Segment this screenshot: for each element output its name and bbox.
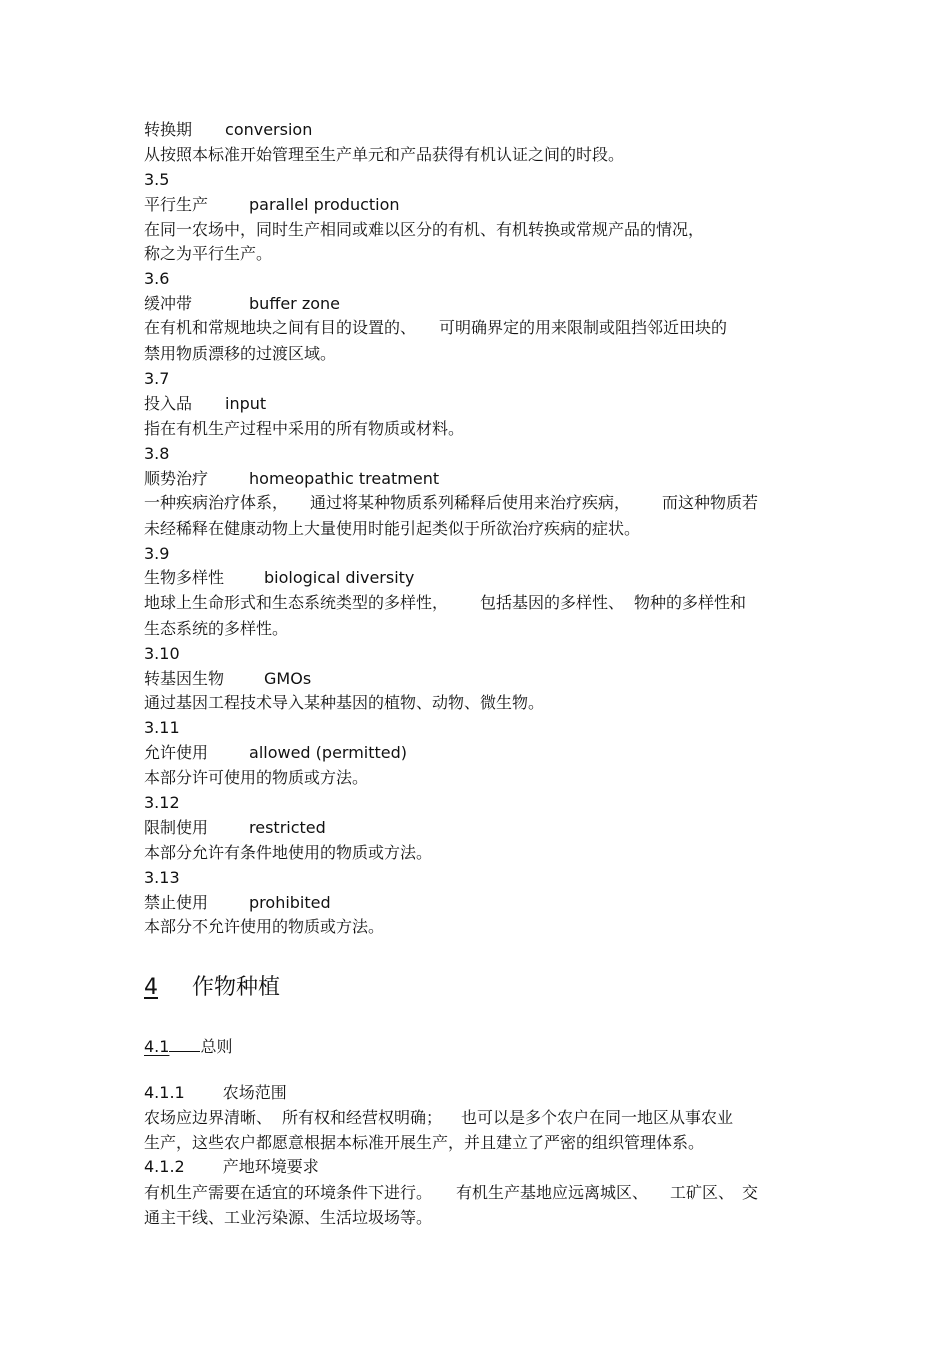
definition: 禁用物质漂移的过渡区域。 xyxy=(144,344,337,363)
term-english: biological diversity xyxy=(264,568,415,587)
section-title: 总则 xyxy=(200,1037,233,1056)
section-number: 3.6 xyxy=(144,269,170,288)
definition: 本部分许可使用的物质或方法。 xyxy=(144,768,369,787)
subsection-title: 产地环境要求 xyxy=(222,1157,319,1176)
definition: 指在有机生产过程中采用的所有物质或材料。 xyxy=(144,419,465,438)
paragraph-part: 农场应边界清晰、 xyxy=(144,1108,273,1127)
term-gmos xyxy=(144,669,311,689)
term-english: conversion xyxy=(225,120,313,139)
definition xyxy=(144,593,746,613)
term-english: GMOs xyxy=(264,669,312,688)
heading-rule xyxy=(169,1037,200,1052)
term-biological-diversity xyxy=(144,568,414,588)
term-english: homeopathic treatment xyxy=(249,469,440,488)
definition xyxy=(144,318,727,338)
paragraph-part: 工矿区、 xyxy=(670,1183,735,1202)
paragraph-part: 所有权和经营权明确； xyxy=(282,1108,443,1127)
term-chinese: 转换期 xyxy=(144,120,193,139)
section-number: 3.11 xyxy=(144,718,180,737)
term-english: prohibited xyxy=(249,893,331,912)
term-homeopathic-treatment xyxy=(144,469,439,489)
term-chinese: 生物多样性 xyxy=(144,568,225,587)
section-number: 3.7 xyxy=(144,369,170,388)
definition xyxy=(144,493,758,513)
paragraph-part: 交 xyxy=(742,1183,759,1202)
term-english: restricted xyxy=(249,818,326,837)
term-english: parallel production xyxy=(249,195,400,214)
definition: 通过基因工程技术导入某种基因的植物、动物、微生物。 xyxy=(144,693,545,712)
subsection-number: 4.1.2 xyxy=(144,1157,185,1176)
section-number: 3.5 xyxy=(144,170,170,189)
term-prohibited xyxy=(144,893,331,913)
term-chinese: 平行生产 xyxy=(144,195,209,214)
term-chinese: 顺势治疗 xyxy=(144,469,209,488)
section-number: 3.12 xyxy=(144,793,180,812)
definition-part: 而这种物质若 xyxy=(662,493,759,512)
definition: 从按照本标准开始管理至生产单元和产品获得有机认证之间的时段。 xyxy=(144,145,625,164)
term-english: allowed (permitted) xyxy=(249,743,408,762)
definition-part: 在有机和常规地块之间有目的设置的、 xyxy=(144,318,417,337)
definition: 称之为平行生产。 xyxy=(144,244,273,263)
section-heading xyxy=(144,1037,232,1057)
term-chinese: 缓冲带 xyxy=(144,294,193,313)
paragraph: 生产，这些农户都愿意根据本标准开展生产，并且建立了严密的组织管理体系。 xyxy=(144,1133,705,1152)
section-number: 3.13 xyxy=(144,868,180,887)
term-buffer-zone xyxy=(144,294,340,314)
term-input xyxy=(144,394,266,414)
term-conversion xyxy=(144,120,312,140)
paragraph xyxy=(144,1108,733,1128)
section-number: 4.1 xyxy=(144,1037,170,1056)
definition-part: 地球上生命形式和生态系统类型的多样性， xyxy=(144,593,449,612)
subsection-heading xyxy=(144,1157,319,1177)
definition: 未经稀释在健康动物上大量使用时能引起类似于所欲治疗疾病的症状。 xyxy=(144,519,641,538)
definition: 本部分允许有条件地使用的物质或方法。 xyxy=(144,843,433,862)
term-english: input xyxy=(225,394,267,413)
subsection-title: 农场范围 xyxy=(222,1083,287,1102)
paragraph-part: 也可以是多个农户在同一地区从事农业 xyxy=(461,1108,734,1127)
definition: 本部分不允许使用的物质或方法。 xyxy=(144,917,385,936)
definition-part: 可明确界定的用来限制或阻挡邻近田块的 xyxy=(439,318,728,337)
subsection-heading xyxy=(144,1083,287,1103)
paragraph-part: 有机生产需要在适宜的环境条件下进行。 xyxy=(144,1183,433,1202)
term-chinese: 禁止使用 xyxy=(144,893,209,912)
section-number: 3.8 xyxy=(144,444,170,463)
definition-part: 包括基因的多样性、 xyxy=(480,593,625,612)
chapter-heading xyxy=(144,974,280,1002)
paragraph-part: 有机生产基地应远离城区、 xyxy=(456,1183,649,1202)
term-chinese: 转基因生物 xyxy=(144,669,225,688)
term-english: buffer zone xyxy=(249,294,341,313)
definition: 生态系统的多样性。 xyxy=(144,619,289,638)
term-chinese: 允许使用 xyxy=(144,743,209,762)
subsection-number: 4.1.1 xyxy=(144,1083,185,1102)
term-parallel-production xyxy=(144,195,400,215)
definition-part: 通过将某种物质系列稀释后使用来治疗疾病， xyxy=(310,493,631,512)
section-number: 3.9 xyxy=(144,544,170,563)
chapter-number: 4 xyxy=(144,975,158,1000)
paragraph: 通主干线、工业污染源、生活垃圾场等。 xyxy=(144,1208,433,1227)
paragraph xyxy=(144,1183,758,1203)
definition-part: 一种疾病治疗体系， xyxy=(144,493,289,512)
section-number: 3.10 xyxy=(144,644,180,663)
term-allowed xyxy=(144,743,407,763)
chapter-title: 作物种植 xyxy=(192,975,281,1000)
definition: 在同一农场中，同时生产相同或难以区分的有机、有机转换或常规产品的情况， xyxy=(144,220,705,239)
definition-part: 物种的多样性和 xyxy=(634,593,747,612)
term-chinese: 投入品 xyxy=(144,394,193,413)
term-restricted xyxy=(144,818,326,838)
term-chinese: 限制使用 xyxy=(144,818,209,837)
